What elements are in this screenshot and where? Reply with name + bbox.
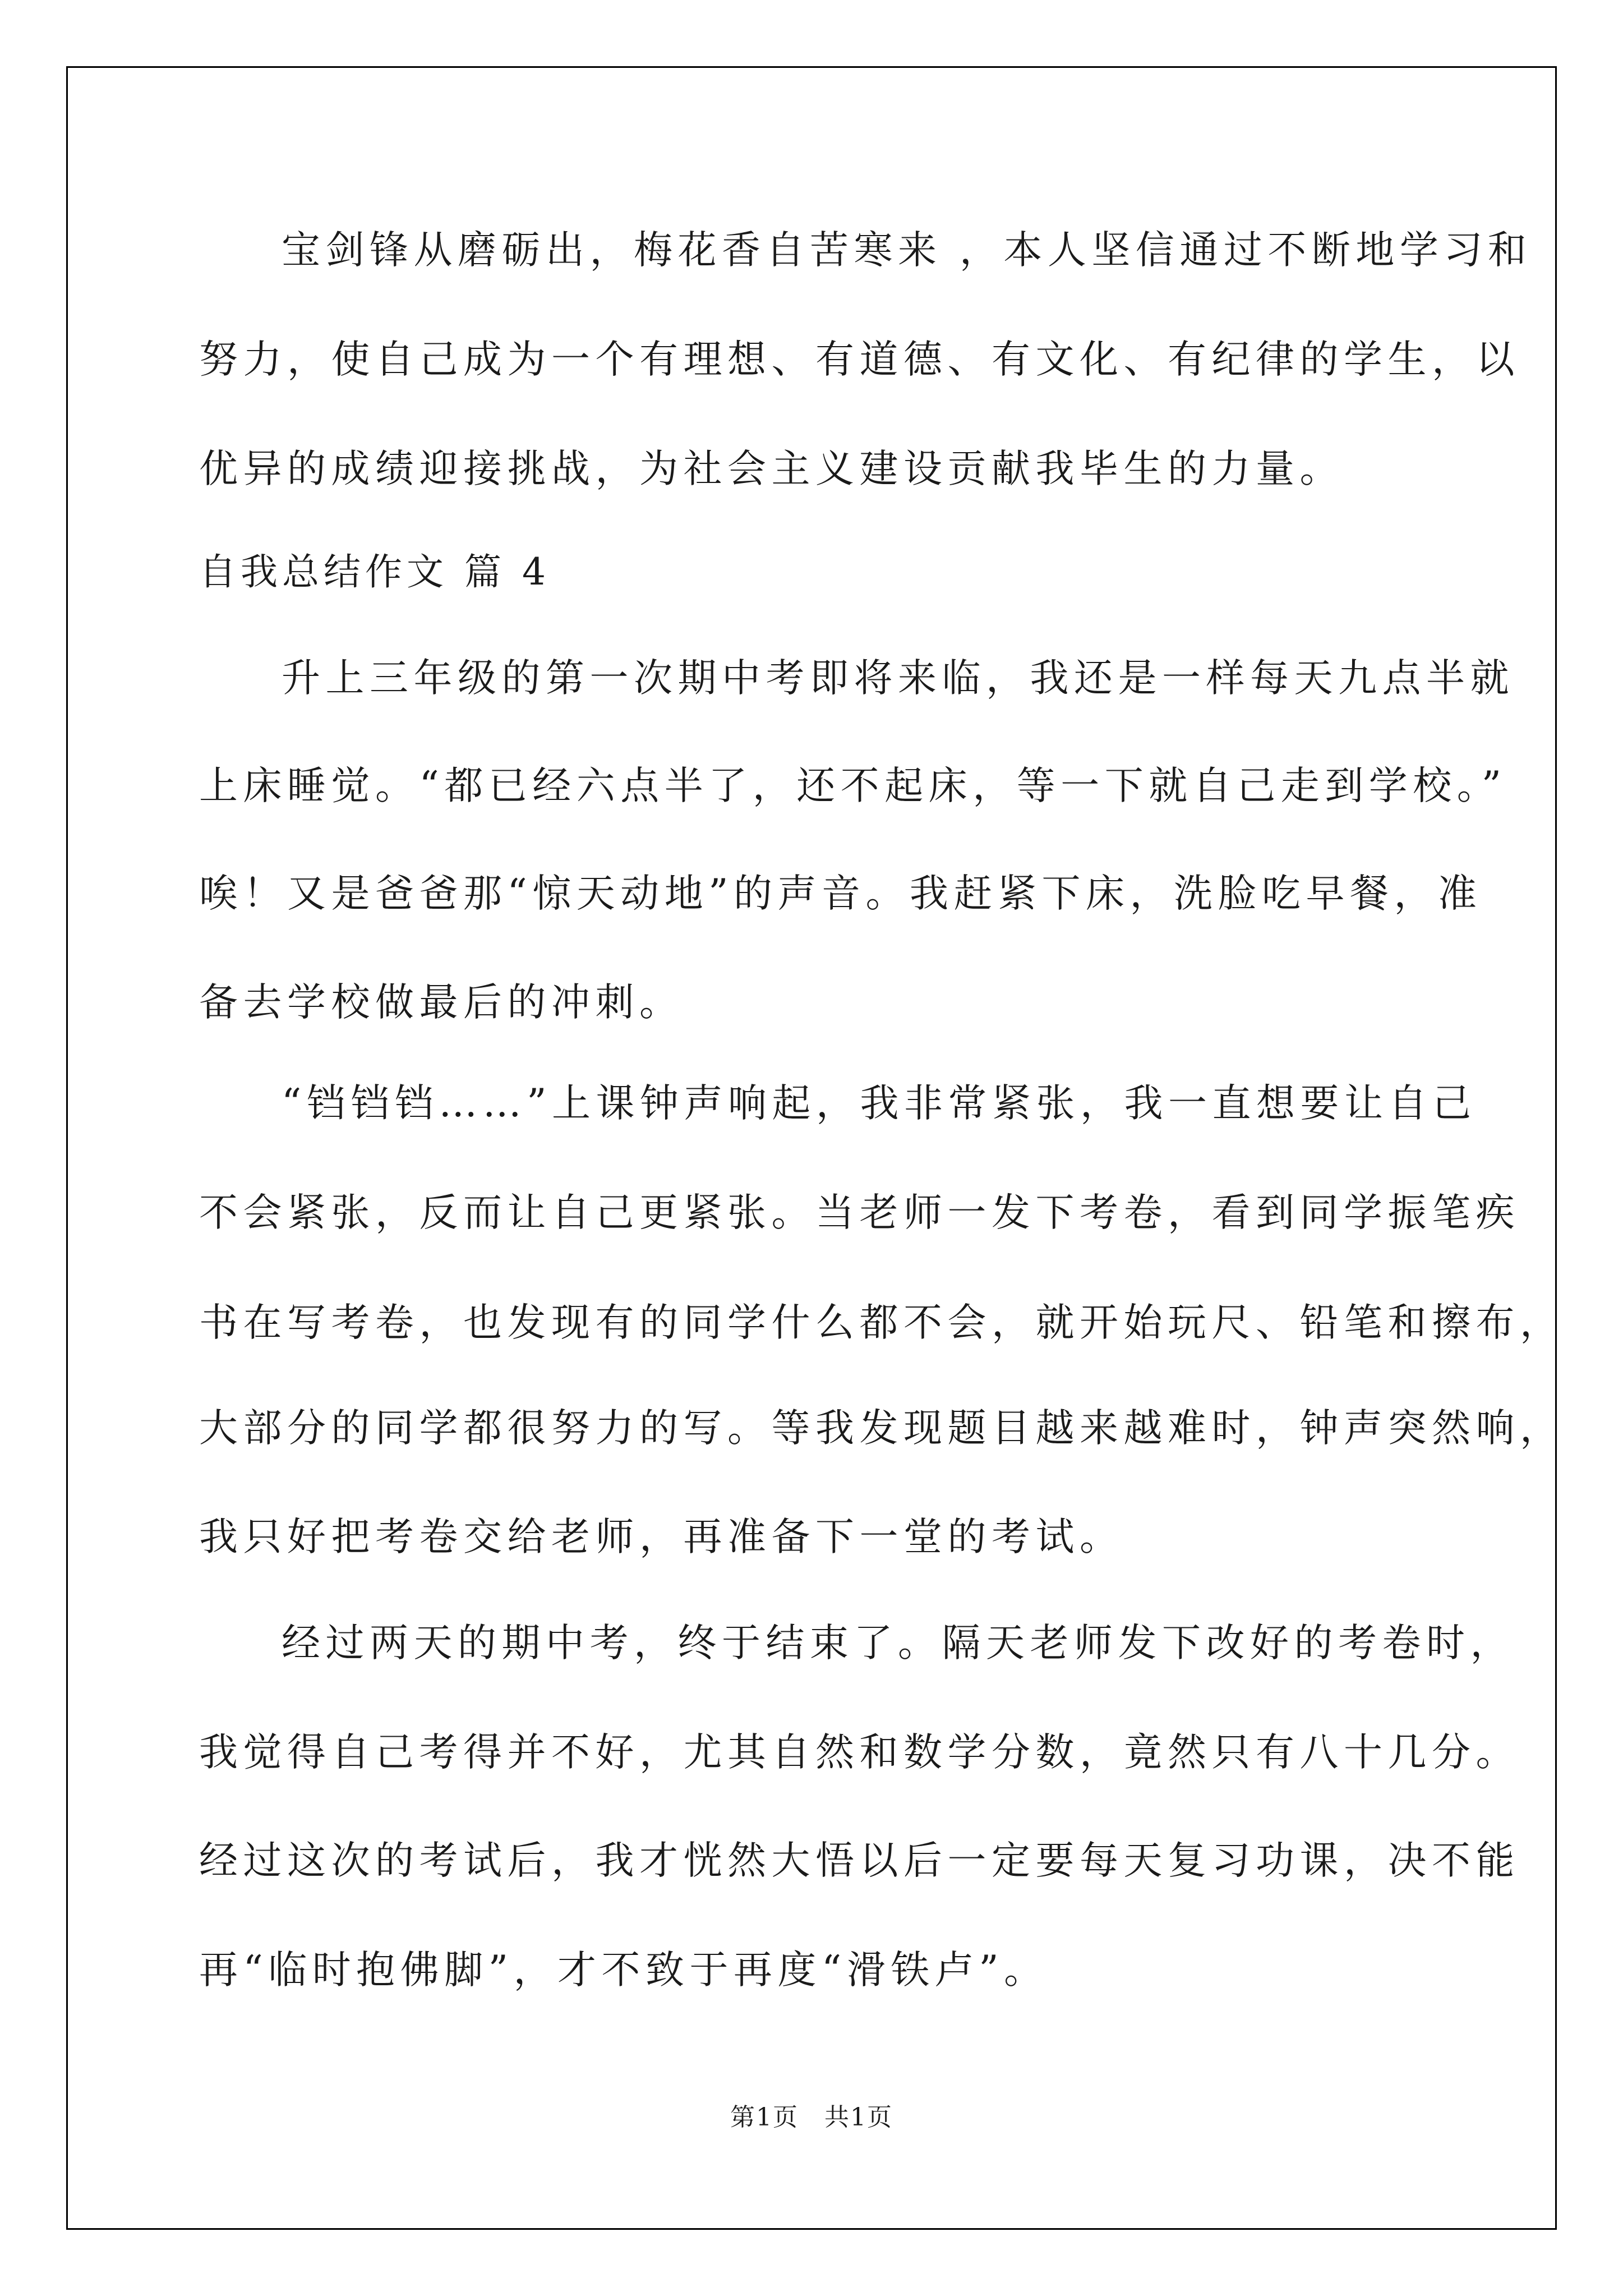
paragraph-1-line-3: 优异的成绩迎接挑战，为社会主义建设贡献我毕生的力量。 (199, 447, 1344, 491)
paragraph-4-line-1: 经过两天的期中考，终于结束了。隔天老师发下改好的考卷时， (282, 1621, 1514, 1665)
paragraph-2-line-1: 升上三年级的第一次期中考即将来临，我还是一样每天九点半就 (282, 656, 1514, 701)
paragraph-3-line-5: 我只好把考卷交给老师，再准备下一堂的考试。 (199, 1515, 1124, 1559)
paragraph-4-line-3: 经过这次的考试后，我才恍然大悟以后一定要每天复习功课，决不能 (199, 1838, 1520, 1883)
paragraph-2-line-3: 唉！又是爸爸那“惊天动地”的声音。我赶紧下床，洗脸吃早餐，准 (199, 871, 1482, 916)
paragraph-1-line-2: 努力，使自己成为一个有理想、有道德、有文化、有纪律的学生，以 (199, 337, 1520, 382)
paragraph-3-line-3: 书在写考卷，也发现有的同学什么都不会，就开始玩尺、铅笔和擦布， (199, 1300, 1564, 1345)
paragraph-4-line-2: 我觉得自己考得并不好，尤其自然和数学分数，竟然只有八十几分。 (199, 1730, 1520, 1775)
paragraph-2-line-2: 上床睡觉。“都已经六点半了，还不起床，等一下就自己走到学校。” (199, 763, 1507, 808)
paragraph-3-line-2: 不会紧张，反而让自己更紧张。当老师一发下考卷，看到同学振笔疾 (199, 1190, 1520, 1235)
page-border (66, 66, 1557, 2230)
section-heading: 自我总结作文 篇 4 (199, 550, 550, 593)
paragraph-3-line-4: 大部分的同学都很努力的写。等我发现题目越来越难时，钟声突然响， (199, 1406, 1564, 1451)
page-number-current: 第1页 (730, 2103, 799, 2132)
paragraph-2-line-4: 备去学校做最后的冲刺。 (199, 980, 684, 1025)
page-number-total: 共1页 (824, 2103, 893, 2132)
paragraph-3-line-1: “铛铛铛……”上课钟声响起，我非常紧张，我一直想要让自己 (282, 1081, 1477, 1126)
page-footer (0, 2102, 1623, 2133)
paragraph-4-line-4: 再“临时抱佛脚”，才不致于再度“滑铁卢”。 (199, 1948, 1048, 1993)
paragraph-1-line-1: 宝剑锋从磨砺出，梅花香自苦寒来 ，本人坚信通过不断地学习和 (282, 228, 1532, 273)
